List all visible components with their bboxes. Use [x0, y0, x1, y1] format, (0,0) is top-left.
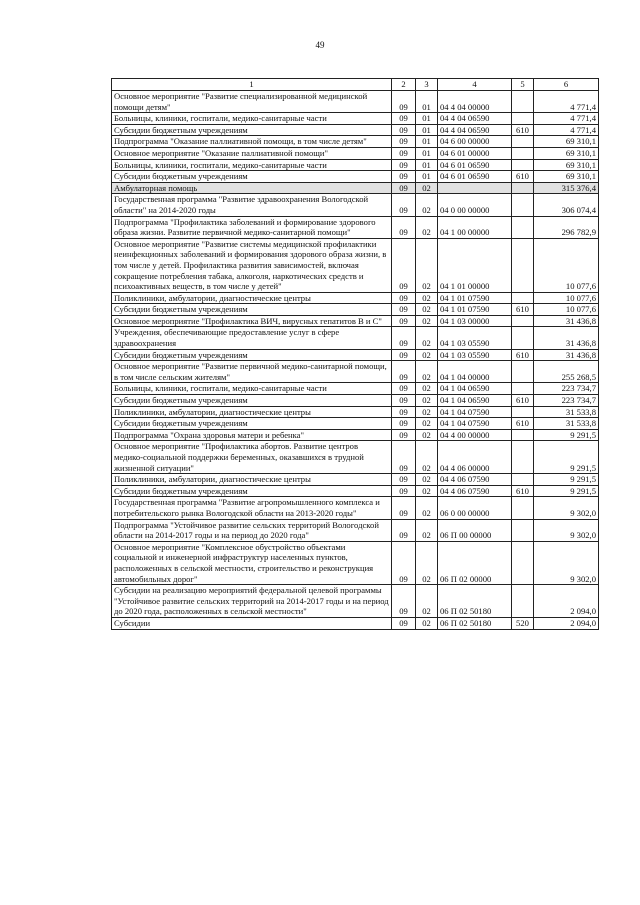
table-row [112, 147, 599, 159]
page-number: 49 [315, 40, 325, 50]
row-amount: 296 782,9 [534, 216, 599, 238]
row-amount: 4 771,4 [534, 113, 599, 125]
row-section: 09 [392, 194, 416, 216]
table-row [112, 585, 599, 618]
row-target-code: 04 4 06 07590 [438, 474, 512, 486]
table-row [112, 395, 599, 407]
row-target-code: 04 4 04 06590 [438, 124, 512, 136]
row-amount: 31 436,8 [534, 349, 599, 361]
row-target-code: 04 1 03 00000 [438, 315, 512, 327]
row-subsection: 02 [416, 406, 438, 418]
row-section: 09 [392, 349, 416, 361]
header-row [112, 79, 599, 91]
row-expense-type: 610 [512, 485, 534, 497]
row-amount: 31 436,8 [534, 315, 599, 327]
row-name: Субсидии бюджетным учреждениям [112, 304, 392, 316]
row-target-code: 06 П 02 50180 [438, 617, 512, 629]
row-subsection: 02 [416, 327, 438, 349]
row-target-code: 04 6 01 00000 [438, 147, 512, 159]
row-name: Больницы, клиники, госпитали, медико-санитарные части [112, 159, 392, 171]
row-expense-type [512, 519, 534, 541]
row-section: 09 [392, 429, 416, 441]
row-subsection: 01 [416, 136, 438, 148]
row-name: Основное мероприятие "Оказание паллиативной помощи" [112, 147, 392, 159]
row-expense-type [512, 383, 534, 395]
row-name: Основное мероприятие "Профилактика абортов. Развитие центров медико-социальной поддержки беременных, оказавшихся в трудной жизненной ситуации" [112, 441, 392, 474]
row-section: 09 [392, 617, 416, 629]
row-name: Поликлиники, амбулатории, диагностические центры [112, 406, 392, 418]
row-amount: 255 268,5 [534, 361, 599, 383]
row-name: Субсидии бюджетным учреждениям [112, 395, 392, 407]
row-expense-type: 610 [512, 395, 534, 407]
row-amount: 10 077,6 [534, 292, 599, 304]
row-amount: 10 077,6 [534, 304, 599, 316]
row-expense-type [512, 159, 534, 171]
row-section: 09 [392, 292, 416, 304]
table-row [112, 216, 599, 238]
row-section: 09 [392, 406, 416, 418]
header-cell: 4 [438, 79, 512, 91]
row-target-code: 04 1 01 07590 [438, 304, 512, 316]
row-target-code: 04 4 04 00000 [438, 91, 512, 113]
row-target-code: 04 1 01 00000 [438, 238, 512, 292]
row-amount: 2 094,0 [534, 585, 599, 618]
row-name: Амбулаторная помощь [112, 182, 392, 194]
row-name: Поликлиники, амбулатории, диагностические центры [112, 292, 392, 304]
row-section: 09 [392, 159, 416, 171]
row-expense-type [512, 361, 534, 383]
table-row [112, 124, 599, 136]
row-amount: 9 302,0 [534, 541, 599, 584]
row-subsection: 01 [416, 159, 438, 171]
row-amount: 306 074,4 [534, 194, 599, 216]
row-amount: 10 077,6 [534, 238, 599, 292]
table-row [112, 238, 599, 292]
table-row [112, 349, 599, 361]
row-amount: 2 094,0 [534, 617, 599, 629]
row-subsection: 02 [416, 418, 438, 430]
row-target-code: 04 1 04 06590 [438, 395, 512, 407]
table-row [112, 497, 599, 519]
header-cell: 3 [416, 79, 438, 91]
row-section: 09 [392, 541, 416, 584]
header-cell: 2 [392, 79, 416, 91]
header-cell: 6 [534, 79, 599, 91]
header-cell: 5 [512, 79, 534, 91]
table-row [112, 485, 599, 497]
row-expense-type: 610 [512, 418, 534, 430]
row-name: Основное мероприятие "Развитие системы медицинской профилактики неинфекционных заболеваний и формирования здорового образа жизни, в том числе у детей. Профилактика развития зависимостей, включая сокращение потребления табака, алкоголя, наркотических средств и психоактивных веществ, в том числе у детей" [112, 238, 392, 292]
row-amount: 69 310,1 [534, 147, 599, 159]
table-row [112, 406, 599, 418]
table-row [112, 182, 599, 194]
row-expense-type [512, 541, 534, 584]
row-subsection: 02 [416, 194, 438, 216]
row-expense-type: 610 [512, 171, 534, 183]
row-expense-type: 610 [512, 349, 534, 361]
row-section: 09 [392, 519, 416, 541]
row-expense-type [512, 216, 534, 238]
row-section: 09 [392, 485, 416, 497]
row-subsection: 02 [416, 519, 438, 541]
row-amount: 223 734,7 [534, 395, 599, 407]
row-target-code: 04 6 01 06590 [438, 159, 512, 171]
row-target-code: 04 1 01 07590 [438, 292, 512, 304]
row-subsection: 01 [416, 124, 438, 136]
row-name: Больницы, клиники, госпитали, медико-санитарные части [112, 383, 392, 395]
row-subsection: 02 [416, 216, 438, 238]
table-row [112, 474, 599, 486]
row-name: Субсидии бюджетным учреждениям [112, 485, 392, 497]
row-section: 09 [392, 361, 416, 383]
row-section: 09 [392, 418, 416, 430]
table-row [112, 541, 599, 584]
row-name: Основное мероприятие "Развитие первичной медико-санитарной помощи, в том числе сельским жителям" [112, 361, 392, 383]
row-subsection: 02 [416, 485, 438, 497]
row-subsection: 02 [416, 474, 438, 486]
row-amount: 31 436,8 [534, 327, 599, 349]
row-section: 09 [392, 585, 416, 618]
table-row [112, 292, 599, 304]
row-section: 09 [392, 395, 416, 407]
row-subsection: 02 [416, 585, 438, 618]
row-section: 09 [392, 171, 416, 183]
row-subsection: 02 [416, 182, 438, 194]
row-amount: 69 310,1 [534, 136, 599, 148]
row-name: Субсидии [112, 617, 392, 629]
row-target-code: 04 6 01 06590 [438, 171, 512, 183]
budget-table [111, 78, 599, 630]
row-amount: 9 291,5 [534, 441, 599, 474]
row-subsection: 01 [416, 171, 438, 183]
row-expense-type [512, 406, 534, 418]
row-section: 09 [392, 238, 416, 292]
table-row [112, 136, 599, 148]
row-target-code: 06 П 02 50180 [438, 585, 512, 618]
row-section: 09 [392, 304, 416, 316]
row-amount: 9 291,5 [534, 485, 599, 497]
row-target-code: 04 4 00 00000 [438, 429, 512, 441]
row-subsection: 02 [416, 541, 438, 584]
table-row [112, 171, 599, 183]
row-name: Субсидии бюджетным учреждениям [112, 349, 392, 361]
row-expense-type [512, 147, 534, 159]
row-name: Основное мероприятие "Комплексное обустройство объектами социальной и инженерной инфраструктур населенных пунктов, расположенных в сельской местности, строительство и реконструкция автомобильных дорог" [112, 541, 392, 584]
row-target-code: 06 0 00 00000 [438, 497, 512, 519]
row-section: 09 [392, 147, 416, 159]
row-section: 09 [392, 383, 416, 395]
table-row [112, 113, 599, 125]
row-expense-type: 610 [512, 304, 534, 316]
row-amount: 9 291,5 [534, 429, 599, 441]
row-subsection: 01 [416, 113, 438, 125]
table-row [112, 418, 599, 430]
table-row [112, 91, 599, 113]
row-target-code: 04 1 03 05590 [438, 327, 512, 349]
row-expense-type [512, 113, 534, 125]
row-section: 09 [392, 124, 416, 136]
row-section: 09 [392, 441, 416, 474]
row-subsection: 02 [416, 304, 438, 316]
row-target-code: 04 6 00 00000 [438, 136, 512, 148]
row-subsection: 02 [416, 441, 438, 474]
row-name: Подпрограмма "Охрана здоровья матери и ребенка" [112, 429, 392, 441]
row-expense-type [512, 136, 534, 148]
row-section: 09 [392, 216, 416, 238]
row-amount: 31 533,8 [534, 418, 599, 430]
table-row [112, 361, 599, 383]
row-name: Субсидии на реализацию мероприятий федеральной целевой программы "Устойчивое развитие сельских территорий на 2014-2017 годы и на период до 2020 года, расположенных в сельской местности" [112, 585, 392, 618]
row-target-code: 04 4 06 00000 [438, 441, 512, 474]
row-target-code: 06 П 00 00000 [438, 519, 512, 541]
row-target-code: 04 0 00 00000 [438, 194, 512, 216]
row-target-code: 04 1 00 00000 [438, 216, 512, 238]
row-target-code: 04 4 04 06590 [438, 113, 512, 125]
table-row [112, 441, 599, 474]
row-subsection: 02 [416, 238, 438, 292]
row-section: 09 [392, 315, 416, 327]
row-expense-type [512, 474, 534, 486]
table-row [112, 159, 599, 171]
row-expense-type [512, 429, 534, 441]
row-amount: 31 533,8 [534, 406, 599, 418]
row-amount: 69 310,1 [534, 159, 599, 171]
row-expense-type [512, 497, 534, 519]
row-name: Больницы, клиники, госпитали, медико-санитарные части [112, 113, 392, 125]
row-amount: 9 302,0 [534, 497, 599, 519]
row-section: 09 [392, 474, 416, 486]
table-row [112, 304, 599, 316]
row-expense-type [512, 441, 534, 474]
row-section: 09 [392, 91, 416, 113]
row-target-code: 04 4 06 07590 [438, 485, 512, 497]
row-name: Субсидии бюджетным учреждениям [112, 124, 392, 136]
row-name: Подпрограмма "Профилактика заболеваний и формирование здорового образа жизни. Развитие первичной медико-санитарной помощи" [112, 216, 392, 238]
table-row [112, 327, 599, 349]
row-target-code [438, 182, 512, 194]
row-section: 09 [392, 497, 416, 519]
row-amount: 9 291,5 [534, 474, 599, 486]
table-row [112, 194, 599, 216]
table-body [112, 91, 599, 630]
table-row [112, 315, 599, 327]
row-name: Подпрограмма "Оказание паллиативной помощи, в том числе детям" [112, 136, 392, 148]
row-expense-type [512, 91, 534, 113]
row-amount: 4 771,4 [534, 91, 599, 113]
row-name: Подпрограмма "Устойчивое развитие сельских территорий Вологодской области на 2014-2017 годы и на период до 2020 года" [112, 519, 392, 541]
row-subsection: 01 [416, 91, 438, 113]
row-name: Государственная программа "Развитие здравоохранения Вологодской области" на 2014-2020 годы [112, 194, 392, 216]
row-subsection: 02 [416, 617, 438, 629]
row-section: 09 [392, 182, 416, 194]
row-amount: 4 771,4 [534, 124, 599, 136]
row-name: Учреждения, обеспечивающие предоставление услуг в сфере здравоохранения [112, 327, 392, 349]
row-subsection: 02 [416, 395, 438, 407]
row-amount: 69 310,1 [534, 171, 599, 183]
row-name: Основное мероприятие "Профилактика ВИЧ, вирусных гепатитов В и С" [112, 315, 392, 327]
row-section: 09 [392, 136, 416, 148]
row-section: 09 [392, 113, 416, 125]
table-row [112, 383, 599, 395]
row-subsection: 02 [416, 292, 438, 304]
row-expense-type [512, 292, 534, 304]
row-subsection: 01 [416, 147, 438, 159]
table-row [112, 429, 599, 441]
row-section: 09 [392, 327, 416, 349]
table-row [112, 519, 599, 541]
row-expense-type [512, 315, 534, 327]
table-row [112, 617, 599, 629]
row-subsection: 02 [416, 349, 438, 361]
row-expense-type [512, 182, 534, 194]
row-name: Государственная программа "Развитие агропромышленного комплекса и потребительского рынка Вологодской области на 2013-2020 годы" [112, 497, 392, 519]
row-subsection: 02 [416, 429, 438, 441]
row-expense-type: 610 [512, 124, 534, 136]
header-cell: 1 [112, 79, 392, 91]
row-expense-type [512, 327, 534, 349]
row-amount: 9 302,0 [534, 519, 599, 541]
row-target-code: 06 П 02 00000 [438, 541, 512, 584]
row-target-code: 04 1 04 06590 [438, 383, 512, 395]
row-expense-type [512, 194, 534, 216]
row-amount: 223 734,7 [534, 383, 599, 395]
row-subsection: 02 [416, 361, 438, 383]
row-amount: 315 376,4 [534, 182, 599, 194]
row-target-code: 04 1 04 00000 [438, 361, 512, 383]
row-expense-type [512, 585, 534, 618]
row-target-code: 04 1 03 05590 [438, 349, 512, 361]
row-subsection: 02 [416, 497, 438, 519]
row-target-code: 04 1 04 07590 [438, 406, 512, 418]
row-subsection: 02 [416, 383, 438, 395]
row-subsection: 02 [416, 315, 438, 327]
row-expense-type [512, 238, 534, 292]
row-name: Поликлиники, амбулатории, диагностические центры [112, 474, 392, 486]
row-name: Субсидии бюджетным учреждениям [112, 171, 392, 183]
row-target-code: 04 1 04 07590 [438, 418, 512, 430]
row-name: Основное мероприятие "Развитие специализированной медицинской помощи детям" [112, 91, 392, 113]
row-name: Субсидии бюджетным учреждениям [112, 418, 392, 430]
row-expense-type: 520 [512, 617, 534, 629]
